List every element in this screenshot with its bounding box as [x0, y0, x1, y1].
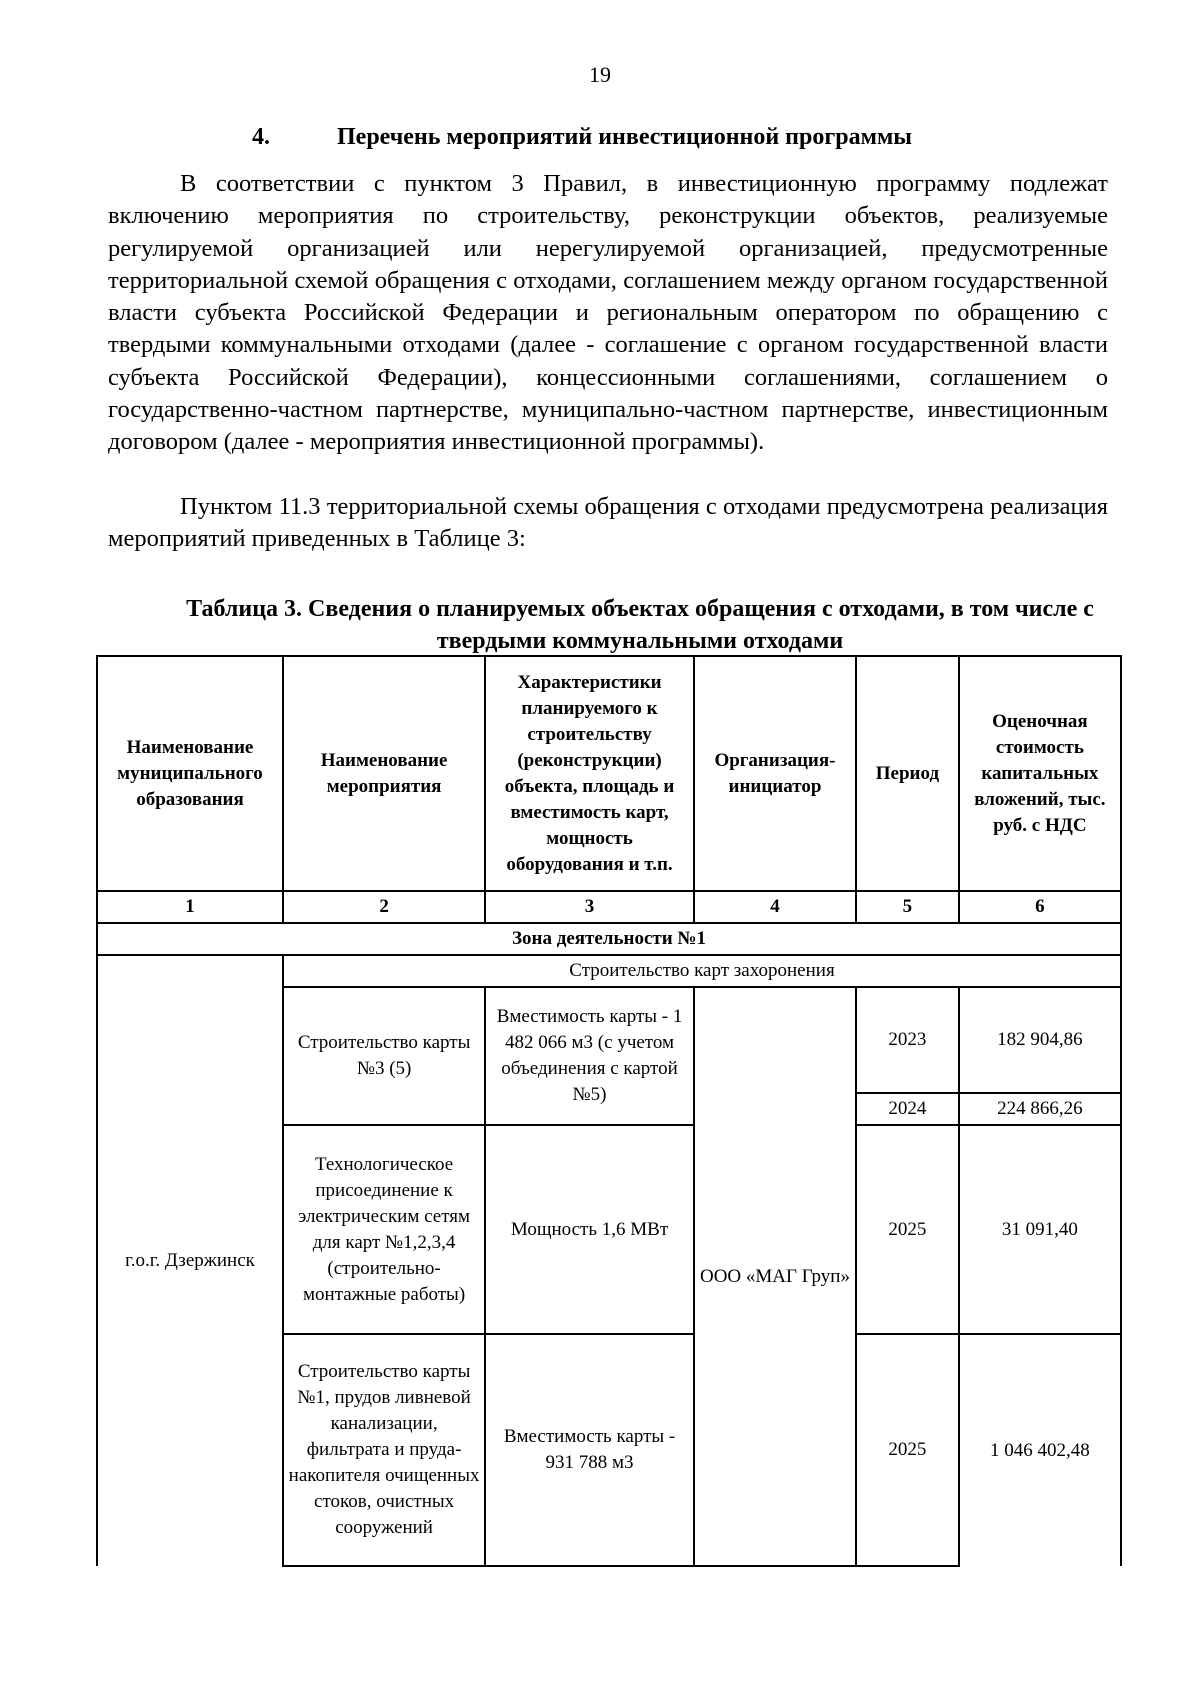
paragraph-scheme-text: Пунктом 11.3 территориальной схемы обращения с отходами предусмотрена реализация мероприятий приведенных в Таблице 3:	[108, 493, 1108, 553]
column-number: 4	[694, 891, 856, 923]
table-header-row	[97, 656, 1121, 891]
period-cell: 2023	[856, 987, 959, 1093]
column-number: 6	[959, 891, 1121, 923]
header-period: Период	[856, 656, 959, 891]
header-characteristics: Характеристики планируемого к строительству (реконструкции) объекта, площадь и вместимость карт, мощность оборудования и т.п.	[485, 656, 694, 891]
planned-facilities-table	[96, 655, 1122, 1567]
page-number: 19	[589, 62, 611, 87]
cost-cell: 1 046 402,48	[959, 1334, 1121, 1566]
section-number: 4.	[252, 124, 270, 150]
zone-label: Зона деятельности №1	[97, 923, 1121, 955]
paragraph-rules	[108, 168, 1108, 459]
characteristics-cell: Вместимость карты - 931 788 м3	[485, 1334, 694, 1566]
section-heading	[252, 124, 912, 151]
cost-cell: 182 904,86	[959, 987, 1121, 1093]
header-municipality: Наименование муниципального образования	[97, 656, 283, 891]
organization-cell: ООО «МАГ Груп»	[694, 987, 856, 1566]
activity-cell: Строительство карты №3 (5)	[283, 987, 485, 1125]
characteristics-cell: Мощность 1,6 МВт	[485, 1125, 694, 1334]
header-cost: Оценочная стоимость капитальных вложений, тыс. руб. с НДС	[959, 656, 1121, 891]
column-number: 1	[97, 891, 283, 923]
cost-cell: 224 866,26	[959, 1093, 1121, 1125]
paragraph-rules-text: В соответствии с пунктом 3 Правил, в инвестиционную программу подлежат включению мероприятия по строительству, реконструкции объектов, реализуемые регулируемой организацией или нерегулируемой организацией, предусмотренные территориальной схемой обращения с отходами, соглашением между органом государственной власти субъекта Российской Федерации и региональным оператором по обращению с твердыми коммунальными отходами (далее - соглашение с органом государственной власти субъекта Российской Федерации), концессионными соглашениями, соглашением о государственно-частном партнерстве, муниципально-частном партнерстве, инвестиционным договором (далее - мероприятия инвестиционной программы).	[108, 170, 1108, 456]
subsection-label: Строительство карт захоронения	[283, 955, 1121, 987]
characteristics-cell: Вместимость карты - 1 482 066 м3 (с учетом объединения с картой №5)	[485, 987, 694, 1125]
header-activity: Наименование мероприятия	[283, 656, 485, 891]
paragraph-scheme	[108, 491, 1108, 556]
column-number-row	[97, 891, 1121, 923]
table-caption: Таблица 3. Сведения о планируемых объектах обращения с отходами, в том числе с твердыми коммунальными отходами	[186, 596, 1094, 654]
activity-cell: Технологическое присоединение к электрическим сетям для карт №1,2,3,4 (строительно-монтажные работы)	[283, 1125, 485, 1334]
activity-cell: Строительство карты №1, прудов ливневой канализации, фильтрата и пруда-накопителя очищенных стоков, очистных сооружений	[283, 1334, 485, 1566]
municipality-cell: г.о.г. Дзержинск	[97, 955, 283, 1566]
subsection-row	[97, 955, 1121, 987]
header-organization: Организация-инициатор	[694, 656, 856, 891]
section-title: Перечень мероприятий инвестиционной программы	[337, 124, 913, 150]
zone-row	[97, 923, 1121, 955]
column-number: 2	[283, 891, 485, 923]
cost-cell: 31 091,40	[959, 1125, 1121, 1334]
column-number: 5	[856, 891, 959, 923]
period-cell: 2024	[856, 1093, 959, 1125]
period-cell: 2025	[856, 1334, 959, 1566]
column-number: 3	[485, 891, 694, 923]
period-cell: 2025	[856, 1125, 959, 1334]
